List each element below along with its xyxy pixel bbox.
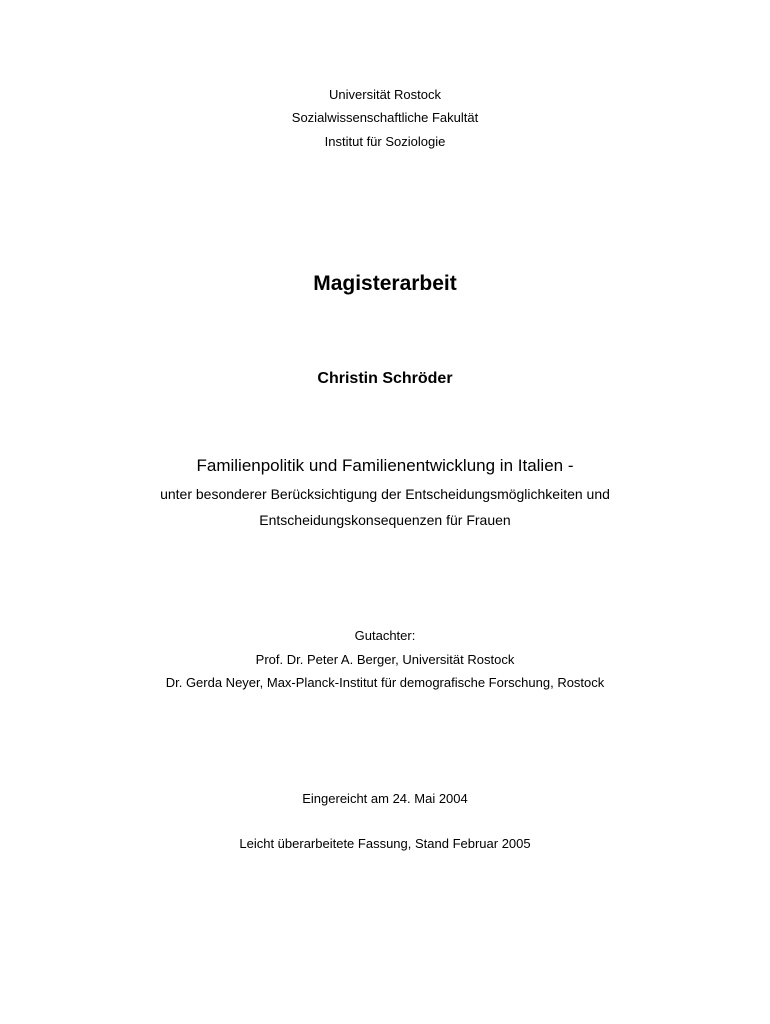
author-name: Christin Schröder — [317, 370, 453, 387]
thesis-subtitle-line-1: unter besonderer Berücksichtigung der Entscheidungsmöglichkeiten und — [160, 486, 610, 502]
submission-date: Eingereicht am 24. Mai 2004 — [302, 791, 468, 806]
reviewer-first: Prof. Dr. Peter A. Berger, Universität Rostock — [255, 652, 515, 667]
university-name: Universität Rostock — [329, 87, 441, 102]
institute-name: Institut für Soziologie — [324, 134, 446, 149]
revision-note: Leicht überarbeitete Fassung, Stand Februar 2005 — [239, 836, 531, 851]
reviewers-label: Gutachter: — [354, 628, 416, 643]
reviewer-second: Dr. Gerda Neyer, Max-Planck-Institut für demografische Forschung, Rostock — [165, 675, 605, 690]
document-title: Magisterarbeit — [313, 272, 457, 295]
faculty-name: Sozialwissenschaftliche Fakultät — [291, 110, 479, 125]
thesis-subtitle-line-2: Entscheidungskonsequenzen für Frauen — [259, 512, 511, 528]
thesis-main-title: Familienpolitik und Familienentwicklung in Italien - — [196, 456, 574, 475]
